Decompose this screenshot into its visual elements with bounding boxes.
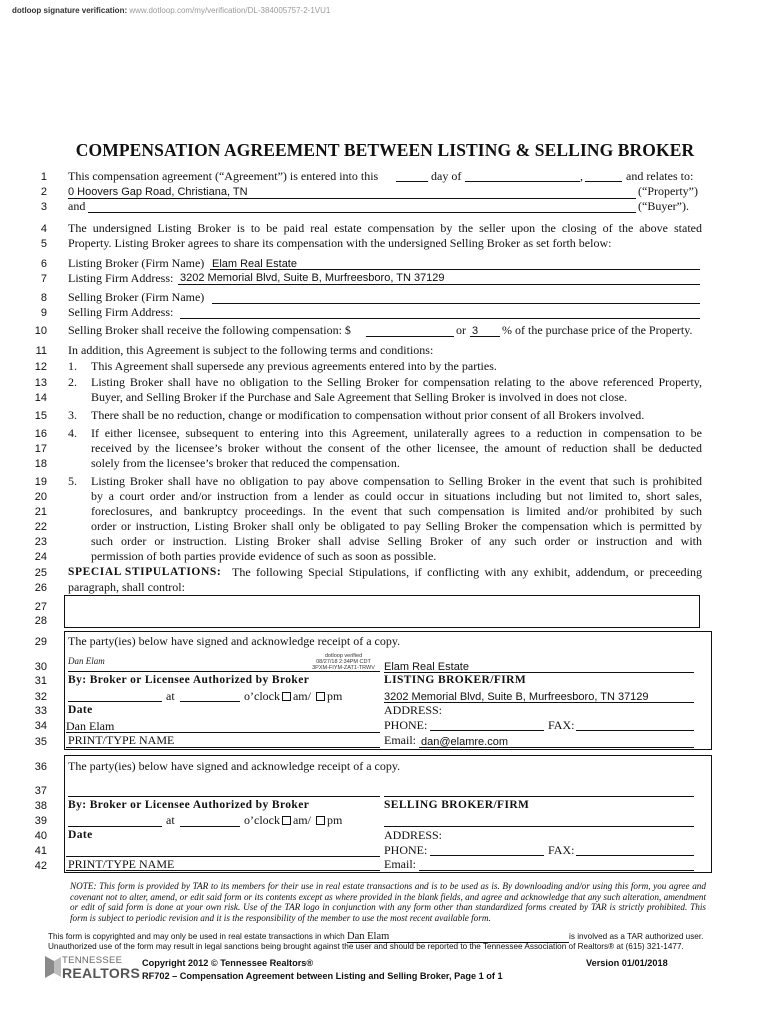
legal-note: NOTE: This form is provided by TAR to its members for their use in real estate transactions and is to be used as is. By downloading and/or using this form, you agree and covenant not to alter, amend, or edit said form or its contents except as where provided in the blank fields, and agree and acknowledge that any such alteration, amendment or edit of said form is done at your own risk. Use of the TAR logo in conjunction with any form other than standardized forms created by TAR is strictly prohibited. This form is subject to periodic revision and it is the responsibility of the member to use the most recent available form.: [70, 881, 706, 923]
term-number: 2.: [68, 375, 77, 389]
fax-label: FAX:: [548, 718, 575, 732]
line-number: 32: [34, 691, 47, 703]
at-label: at: [166, 689, 175, 703]
term-4-line-1: If either licensee, subsequent to entering into this Agreement, unilaterally agrees to a reduction in compensation to be: [91, 426, 702, 440]
line-number: 14: [34, 392, 47, 404]
line-number: 20: [34, 491, 47, 503]
email-label: Email:: [384, 857, 416, 871]
listing-email-field[interactable]: dan@elamre.com: [421, 736, 508, 748]
line-number: 23: [34, 536, 47, 548]
line-number: 17: [34, 443, 47, 455]
line-number: 36: [34, 761, 47, 773]
verification-link[interactable]: www.dotloop.com/my/verification/DL-384005757-2-1VU1: [129, 6, 331, 15]
listing-address-underline: [178, 284, 700, 285]
listing-firm-field[interactable]: Elam Real Estate: [212, 258, 297, 270]
authorized-user-field[interactable]: Dan Elam: [347, 931, 569, 943]
line-number: 38: [34, 800, 47, 812]
listing-firm-label: Listing Broker (Firm Name): [68, 256, 205, 270]
selling-fax-field[interactable]: [576, 855, 694, 856]
oclock-label: o’clock: [244, 813, 280, 827]
dotloop-verification-banner: [12, 6, 330, 15]
term-5-line-3: foreclosures, and bankruptcy proceedings. In the event that such compensation is limited and/or prohibited by such: [91, 504, 702, 518]
line-number: 27: [34, 601, 47, 613]
fax-label: FAX:: [548, 843, 575, 857]
time-selector: [244, 813, 342, 828]
line-number: 35: [34, 736, 47, 748]
line-number: 40: [34, 830, 47, 842]
address-label: ADDRESS:: [384, 828, 443, 842]
term-number: 3.: [68, 408, 77, 422]
selling-email-field[interactable]: [419, 870, 694, 871]
dotloop-verified-stamp: [305, 653, 382, 671]
print-name-label: PRINT/TYPE NAME: [68, 857, 175, 871]
line-number: 6: [40, 258, 47, 270]
logo-line-1: TENNESSEE: [62, 955, 123, 966]
listing-signature-field[interactable]: [68, 671, 380, 672]
compensation-amount-field[interactable]: [366, 336, 454, 337]
line-number: 26: [34, 582, 47, 594]
compensation-percent-underline: [470, 336, 500, 337]
line-number: 28: [34, 615, 47, 627]
compensation-text: Selling Broker shall receive the following compensation: $: [68, 323, 351, 337]
line-number: 11: [35, 345, 47, 357]
selling-address-signature-field[interactable]: [384, 826, 694, 827]
line-number: 33: [34, 705, 47, 717]
phone-label: PHONE:: [384, 718, 428, 732]
special-stipulations-text-2: paragraph, shall control:: [68, 580, 185, 594]
month-field[interactable]: [465, 181, 580, 182]
footer-form-id: RF702 – Compensation Agreement between Listing and Selling Broker, Page 1 of 1: [142, 971, 503, 981]
pm-checkbox[interactable]: [316, 692, 325, 701]
line-number: 10: [34, 325, 47, 337]
line-number: 8: [40, 292, 47, 304]
selling-phone-field[interactable]: [430, 855, 544, 856]
copyright-text-end: is involved as a TAR authorized user.: [569, 932, 704, 941]
logo-line-2: REALTORS: [62, 965, 141, 981]
paragraph-line-5: Property. Listing Broker agrees to share its compensation with the undersigned Selling Broker as set forth below:: [68, 236, 612, 250]
selling-time-field[interactable]: [180, 826, 240, 827]
unauthorized-use-notice: Unauthorized use of the form may result in legal sanctions being brought against the user and should be reported to the Tennessee Association of Realtors® at (615) 321-1477.: [48, 942, 684, 951]
day-field[interactable]: [396, 181, 428, 182]
phone-label: PHONE:: [384, 843, 428, 857]
line-number: 18: [34, 458, 47, 470]
acknowledgement-text: The party(ies) below have signed and acknowledge receipt of a copy.: [68, 634, 401, 648]
line-number: 15: [34, 410, 47, 422]
line-number: 34: [34, 720, 47, 732]
signature-image: Dan Elam: [68, 656, 105, 666]
line-number: 7: [40, 273, 47, 285]
listing-broker-firm-label: LISTING BROKER/FIRM: [384, 674, 527, 686]
term-number: 1.: [68, 359, 77, 373]
compensation-or: or: [456, 323, 466, 337]
term-number: 4.: [68, 426, 77, 440]
line-number: 31: [34, 675, 47, 687]
line-number: 41: [34, 845, 47, 857]
stamp-line: dotloop verified: [324, 653, 363, 659]
acknowledgement-text: The party(ies) below have signed and acknowledge receipt of a copy.: [68, 759, 401, 773]
line-number: 3: [40, 201, 47, 213]
line-number: 42: [34, 860, 47, 872]
listing-email-underline: [419, 747, 694, 748]
print-name-label: PRINT/TYPE NAME: [68, 733, 175, 747]
footer-copyright: Copyright 2012 © Tennessee Realtors®: [142, 958, 314, 968]
copyright-text: This form is copyrighted and may only be used in real estate transactions in which: [48, 932, 345, 941]
tennessee-realtors-logo: [44, 953, 141, 983]
property-field[interactable]: 0 Hoovers Gap Road, Christiana, TN: [68, 186, 248, 198]
line-number: 2: [40, 186, 47, 198]
date-label: Date: [68, 704, 93, 716]
special-stipulations-heading: SPECIAL STIPULATIONS:: [68, 566, 222, 578]
term-5-line-4: order or instruction, Listing Broker shall only be obligated to pay Selling Broker the compensation which is permitted by: [91, 519, 702, 533]
print-name-underline: [66, 870, 380, 871]
selling-firm-signature-field[interactable]: [384, 796, 694, 797]
term-5-line-1: Listing Broker shall have no obligation to pay above compensation to Selling Broker in the event that such is prohibited: [91, 474, 702, 488]
line-number: 12: [34, 361, 47, 373]
term-5-line-2: by a court order and/or instruction from a lender as could occur in situations including but not limited to, short sales,: [91, 489, 702, 503]
listing-time-field[interactable]: [180, 701, 240, 702]
intro-comma: ,: [580, 169, 583, 183]
listing-phone-field[interactable]: [430, 730, 544, 731]
listing-address-field[interactable]: 3202 Memorial Blvd, Suite B, Murfreesboro, TN 37129: [180, 272, 445, 284]
line-number: 4: [40, 223, 47, 235]
listing-date-field[interactable]: [68, 701, 162, 702]
special-stipulations-field[interactable]: [64, 595, 700, 628]
term-2-line-2: Buyer, and Selling Broker if the Purchase and Sale Agreement that Selling Broker is involved in does not close.: [91, 390, 628, 404]
am-checkbox[interactable]: [282, 816, 291, 825]
selling-firm-label: Selling Broker (Firm Name): [68, 290, 205, 304]
line-number: 13: [34, 377, 47, 389]
buyer-label: (“Buyer”).: [638, 199, 689, 213]
footer-version: Version 01/01/2018: [586, 958, 668, 968]
term-5-line-5: such order or instruction. Listing Broker shall advise Selling Broker of any such order or instruction and with: [91, 534, 702, 548]
line-number: 9: [40, 307, 47, 319]
am-checkbox[interactable]: [282, 692, 291, 701]
listing-address-signature-field[interactable]: 3202 Memorial Blvd, Suite B, Murfreesboro, TN 37129: [384, 691, 649, 703]
line-number: 29: [34, 636, 47, 648]
line-number: 37: [34, 785, 47, 797]
special-stipulations-text: The following Special Stipulations, if conflicting with any exhibit, addendum, or preceeding: [232, 565, 702, 579]
at-label: at: [166, 813, 175, 827]
listing-firm-signature-field[interactable]: Elam Real Estate: [384, 661, 469, 673]
document-title: COMPENSATION AGREEMENT BETWEEN LISTING & SELLING BROKER: [75, 140, 695, 160]
am-label: am/: [292, 689, 311, 703]
pm-label: pm: [326, 689, 343, 703]
printed-name-field[interactable]: Dan Elam: [66, 719, 115, 733]
line-number: 22: [34, 521, 47, 533]
and-label: and: [68, 199, 86, 213]
listing-firm-underline: [210, 269, 700, 270]
line-number: 16: [34, 428, 47, 440]
selling-firm-field[interactable]: [212, 303, 700, 304]
line-number: 19: [34, 476, 47, 488]
selling-address-field[interactable]: [180, 318, 700, 319]
by-broker-label: By: Broker or Licensee Authorized by Broker: [68, 799, 310, 811]
line-number: 25: [34, 567, 47, 579]
am-label: am/: [292, 813, 311, 827]
line-number: 30: [34, 661, 47, 673]
terms-intro: In addition, this Agreement is subject to the following terms and conditions:: [68, 343, 434, 357]
selling-signature-field[interactable]: [68, 796, 380, 797]
intro-text: This compensation agreement (“Agreement”) is entered into this: [68, 169, 379, 183]
term-3: There shall be no reduction, change or modification to compensation without prior consent of all Brokers involved.: [91, 408, 645, 422]
stamp-line: 08/27/18 2:34PM CDT: [316, 659, 371, 665]
intro-relates-to: and relates to:: [626, 169, 694, 183]
stamp-line: 3PXM-FIYM-ZAT1-TRWV: [312, 665, 375, 671]
pm-checkbox[interactable]: [316, 816, 325, 825]
date-label: Date: [68, 829, 93, 841]
email-label: Email:: [384, 733, 416, 747]
buyer-field[interactable]: [88, 212, 636, 213]
selling-date-field[interactable]: [68, 826, 162, 827]
oclock-label: o’clock: [244, 689, 280, 703]
by-broker-label: By: Broker or Licensee Authorized by Broker: [68, 674, 310, 686]
paragraph-line-4: The undersigned Listing Broker is to be paid real estate compensation by the seller upon the closing of the above stated: [68, 221, 702, 235]
property-label: (“Property”): [638, 184, 698, 198]
selling-broker-firm-label: SELLING BROKER/FIRM: [384, 799, 530, 811]
line-number: 24: [34, 551, 47, 563]
line-number: 5: [40, 238, 47, 250]
compensation-percent-field[interactable]: 3: [472, 325, 479, 337]
term-1: This Agreement shall supersede any previous agreements entered into by the parties.: [91, 359, 497, 373]
print-name-underline: [66, 747, 380, 748]
term-4-line-3: solely from the licensee’s broker that reduced the compensation.: [91, 456, 400, 470]
term-2-line-1: Listing Broker shall have no obligation to the Selling Broker for compensation relating to the above referenced Property,: [91, 375, 702, 389]
compensation-percent-text: % of the purchase price of the Property.: [502, 323, 693, 337]
line-number: 21: [34, 506, 47, 518]
time-selector: [244, 689, 342, 704]
listing-fax-field[interactable]: [576, 730, 694, 731]
verification-label: dotloop signature verification:: [12, 6, 128, 15]
tennessee-realtors-mark-icon: [44, 953, 62, 981]
term-number: 5.: [68, 474, 77, 488]
listing-address-label: Listing Firm Address:: [68, 271, 174, 285]
pm-label: pm: [326, 813, 343, 827]
term-5-line-6: permission of both parties provide evidence of such as soon as possible.: [91, 549, 437, 563]
year-field[interactable]: [585, 181, 622, 182]
line-number: 39: [34, 815, 47, 827]
term-4-line-2: received by the licensee’s broker without the consent of the other licensee, the amount of reduction shall be deducted: [91, 441, 702, 455]
intro-day-of: day of: [431, 169, 462, 183]
selling-address-label: Selling Firm Address:: [68, 305, 174, 319]
address-label: ADDRESS:: [384, 703, 443, 717]
property-underline: [68, 198, 636, 199]
line-number: 1: [40, 171, 47, 183]
